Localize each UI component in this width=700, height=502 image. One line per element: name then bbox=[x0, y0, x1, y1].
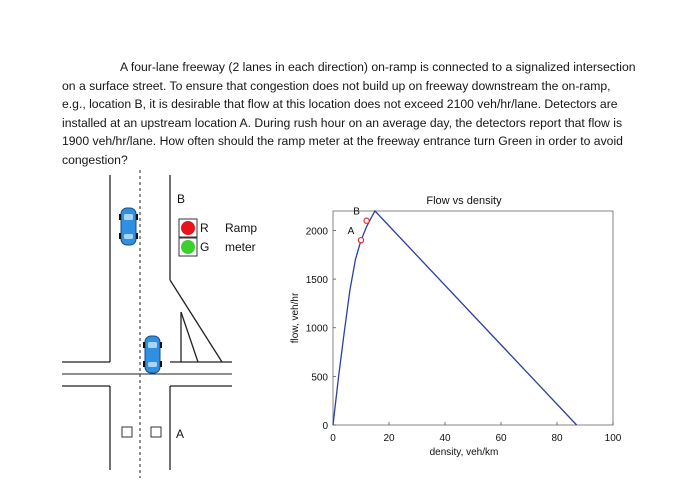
x-tick-label: 40 bbox=[439, 433, 451, 444]
x-tick-label: 80 bbox=[551, 433, 563, 444]
y-ticks bbox=[306, 226, 336, 432]
chart-title: Flow vs density bbox=[426, 195, 502, 207]
plot-frame bbox=[333, 211, 613, 425]
x-tick-label: 20 bbox=[383, 433, 395, 444]
green-light-icon bbox=[181, 240, 195, 254]
car-upper bbox=[119, 208, 138, 245]
problem-text: A four-lane freeway (2 lanes in each direction) on-ramp is connected to a signalized intersection on a surface street. To ensure that congestion does not build up on freeway downstream the on-ramp, e.g., location B, it is desirable that flow at this location does not exceed 2100 veh/hr/lane. Detectors are installed at an upstream location A. During rush hour on an average day, the detectors report that flow is 1900 veh/hr/lane. How often should the ramp meter at the freeway entrance turn Green in order to avoid congestion? bbox=[62, 60, 636, 167]
point-a-marker bbox=[358, 238, 363, 243]
freeway-diagram bbox=[62, 170, 232, 478]
x-tick-label: 100 bbox=[604, 433, 622, 444]
ramp-label: Ramp bbox=[225, 221, 258, 235]
chart bbox=[290, 195, 622, 458]
detector-lane-1 bbox=[122, 427, 132, 437]
ramp-meter-signal bbox=[179, 219, 197, 256]
annotations bbox=[348, 207, 370, 243]
y-tick-label: 2000 bbox=[305, 226, 328, 238]
point-b-label: B bbox=[353, 206, 360, 218]
red-light-icon bbox=[181, 221, 195, 235]
y-axis-label: flow, veh/hr bbox=[290, 292, 301, 344]
y-tick-label: 0 bbox=[322, 421, 328, 432]
y-tick-label: 1500 bbox=[305, 275, 328, 287]
signal-green-letter: G bbox=[200, 240, 210, 254]
x-tick-label: 60 bbox=[495, 433, 507, 444]
location-a-label: A bbox=[176, 427, 185, 441]
x-tick-label: 0 bbox=[330, 433, 336, 444]
flow-density-curve bbox=[333, 211, 577, 425]
y-tick-label: 500 bbox=[311, 372, 328, 384]
x-axis-label: density, veh/km bbox=[429, 447, 499, 458]
y-tick-label: 1000 bbox=[305, 323, 328, 335]
point-b-marker bbox=[364, 218, 369, 223]
meter-label: meter bbox=[225, 240, 256, 254]
point-a-label: A bbox=[347, 226, 355, 238]
location-b-label: B bbox=[177, 192, 186, 206]
signal-red-letter: R bbox=[200, 221, 209, 235]
ramp-outer-edge bbox=[170, 280, 222, 362]
detector-lane-2 bbox=[151, 427, 161, 437]
car-lower bbox=[143, 336, 162, 373]
